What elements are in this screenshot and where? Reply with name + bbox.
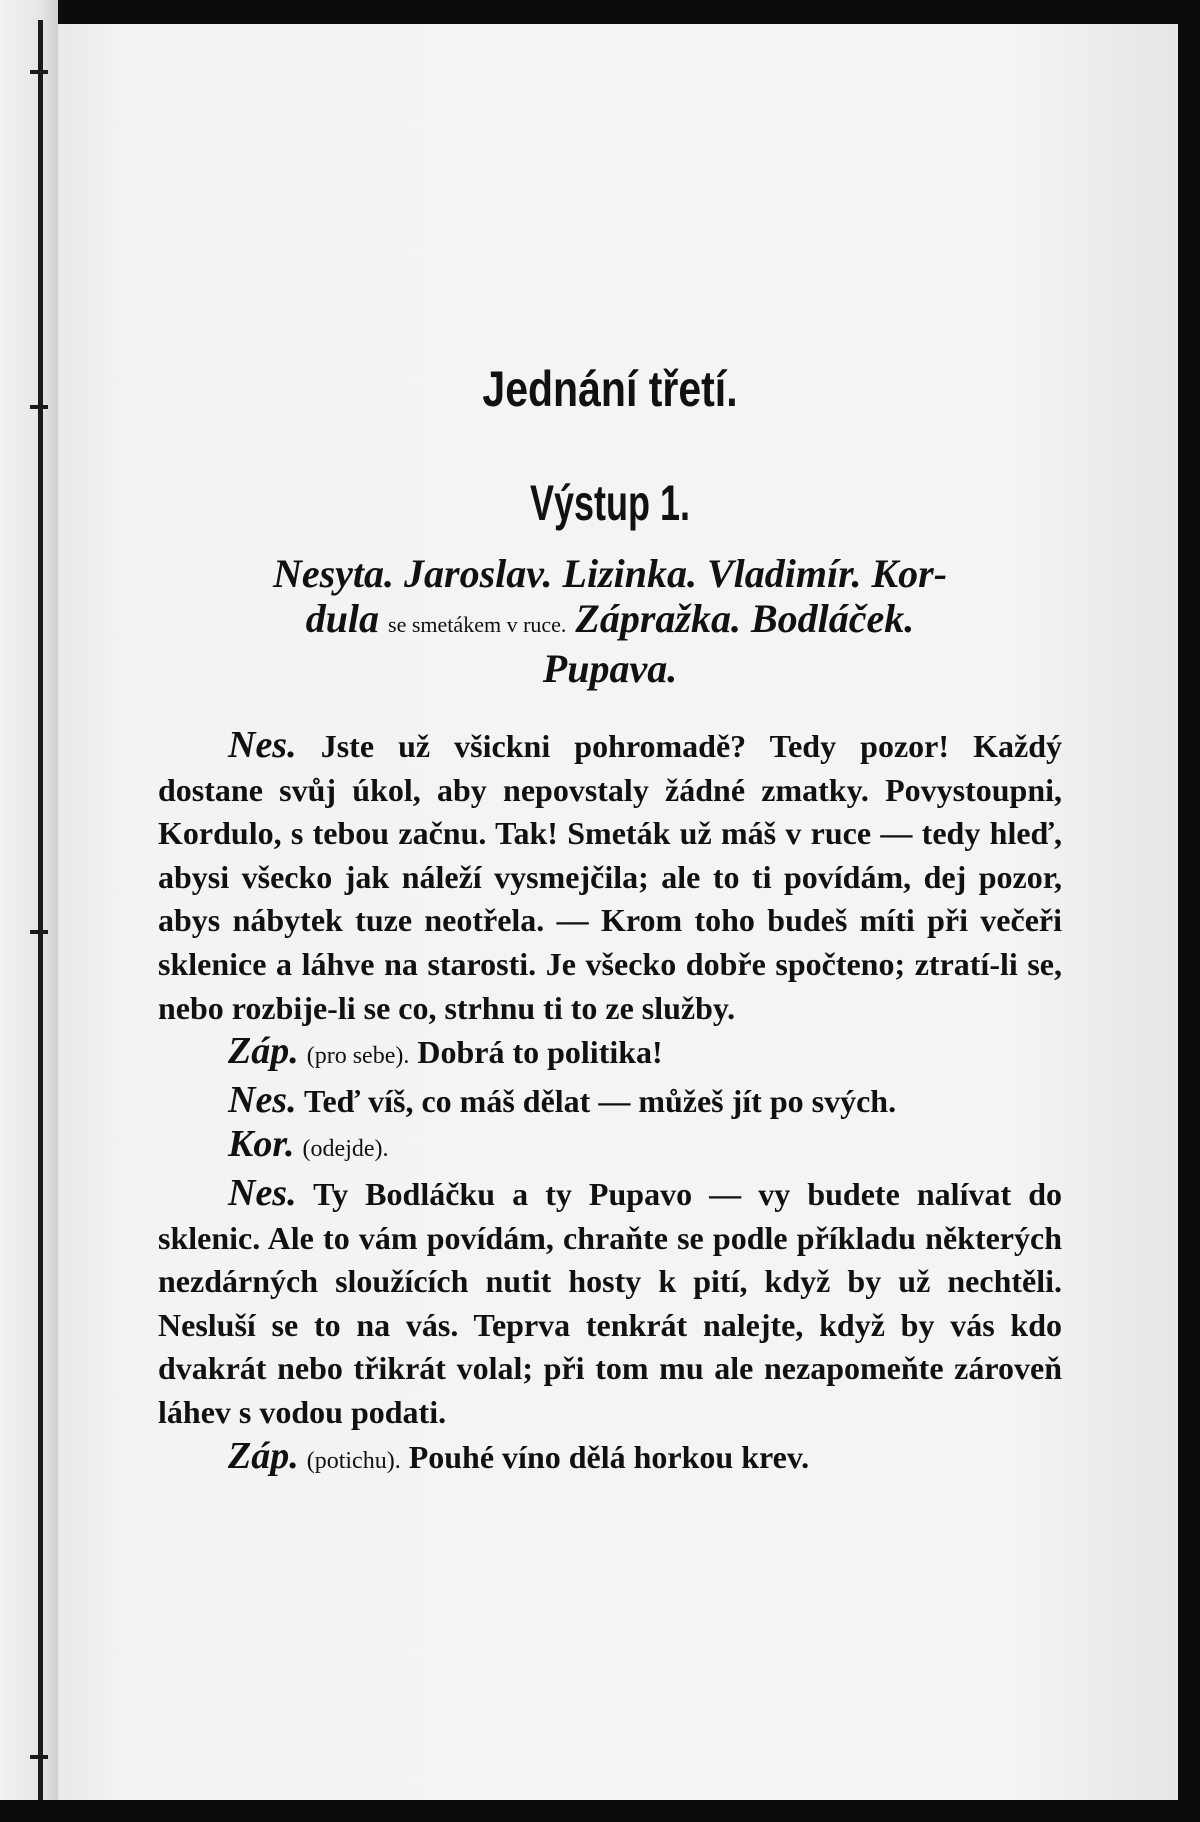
cast-list bbox=[158, 552, 1062, 692]
spine-tick bbox=[30, 930, 48, 934]
speaker: Záp. bbox=[228, 1434, 299, 1477]
dialogue-text: Teď víš, co máš dělat — můžeš jít po svých. bbox=[304, 1082, 897, 1119]
cast-line bbox=[158, 552, 1062, 597]
speaker: Záp. bbox=[228, 1030, 299, 1073]
chapter-title: Jednání třetí. bbox=[482, 361, 738, 417]
dialogue-text: Dobrá to politika! bbox=[417, 1034, 663, 1071]
cast-name: dula bbox=[305, 596, 380, 641]
dialogue-text: Ty Bodláčku a ty Pupavo — vy budete nalívat do sklenic. Ale to vám povídám, chraňte se podle příkladu některých nezdárných sloužících nutit hosty k pití, když by už nechtěli. Nesluší se to na vás. Teprva tenkrát nalejte, když by vás kdo dvakrát nebo třikrát volal; při tom mu ale nezapomeňte zároveň láhev s vodou podati. bbox=[158, 1175, 1063, 1430]
cast-names: Nesyta. Jaroslav. Lizinka. Vladimír. Kor- bbox=[272, 551, 948, 596]
dialogue-paragraph bbox=[158, 1435, 1062, 1484]
speaker: Nes. bbox=[228, 1078, 297, 1121]
spine-tick bbox=[30, 70, 48, 74]
speaker: Kor. bbox=[228, 1123, 295, 1166]
dialogue-paragraph bbox=[158, 1123, 1062, 1172]
dialogue-paragraph bbox=[158, 1079, 1062, 1124]
cast-note: se smetákem v ruce. bbox=[388, 612, 567, 637]
scene-title: Výstup 1. bbox=[529, 475, 691, 531]
scan-edge-bottom bbox=[0, 1800, 1200, 1822]
cast-names: Zápražka. Bodláček. bbox=[575, 596, 915, 641]
cast-line bbox=[158, 597, 1062, 647]
dialogue-text: Pouhé víno dělá horkou krev. bbox=[408, 1438, 810, 1475]
book-page bbox=[58, 24, 1178, 1804]
speaker: Nes. bbox=[228, 1171, 297, 1214]
cast-line bbox=[158, 647, 1062, 692]
stage-direction: (pro sebe). bbox=[306, 1043, 410, 1070]
dialogue-paragraph bbox=[158, 1172, 1062, 1435]
dialogue bbox=[158, 724, 1062, 1483]
scan-edge-right bbox=[1178, 0, 1200, 1822]
cast-name: Pupava. bbox=[542, 646, 678, 691]
stage-direction: (potichu). bbox=[306, 1447, 401, 1474]
dialogue-paragraph bbox=[158, 1030, 1062, 1079]
spine-tick bbox=[30, 405, 48, 409]
book-spine bbox=[0, 0, 58, 1822]
stage-direction: (odejde). bbox=[302, 1136, 389, 1163]
spine-tick bbox=[30, 1755, 48, 1759]
dialogue-text: Jste už všickni pohromadě? Tedy pozor! Každý dostane svůj úkol, aby nepovstaly žádné zmatky. Povystoupni, Kordulo, s tebou začnu. Tak! Smeták už máš v ruce — tedy hleď, abysi všecko jak náleží vysmejčila; ale to ti povídám, dej pozor, abys nábytek tuze neotřela. — Krom toho budeš míti při večeři sklenice a láhve na starosti. Je všecko dobře spočteno; ztratí-li se, nebo rozbije-li se co, strhnu ti to ze služby. bbox=[158, 728, 1063, 1026]
dialogue-paragraph bbox=[158, 724, 1062, 1030]
spine-line bbox=[38, 20, 43, 1800]
speaker: Nes. bbox=[228, 724, 297, 766]
